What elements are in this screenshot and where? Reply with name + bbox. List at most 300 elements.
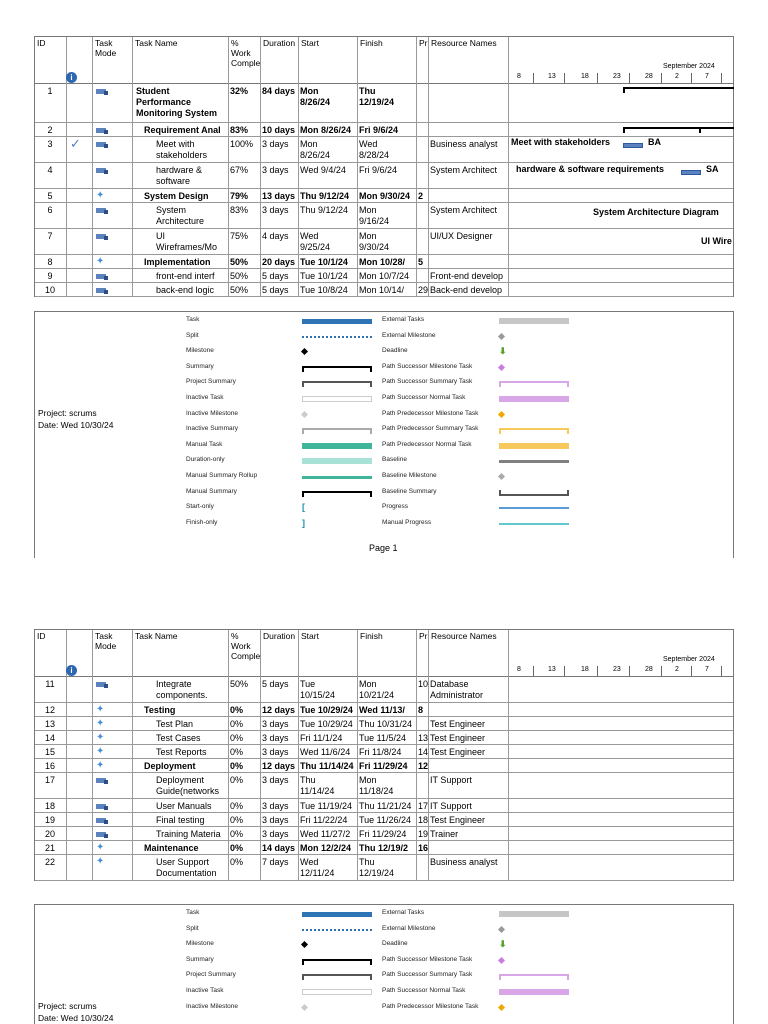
- table-row[interactable]: [34, 813, 734, 827]
- cell-res[interactable]: [428, 256, 508, 258]
- legend-swatch-baseline-summary: [499, 490, 569, 496]
- timescale-divider: [721, 73, 722, 83]
- row-border: [733, 283, 734, 297]
- cell-res[interactable]: [428, 760, 508, 762]
- cell-pred[interactable]: [416, 85, 428, 87]
- cell-res[interactable]: UI/UX Designer: [430, 231, 493, 241]
- column-divider: [66, 773, 67, 799]
- row-border: [733, 759, 734, 773]
- table-row[interactable]: [34, 745, 734, 759]
- table-row[interactable]: [34, 189, 734, 203]
- cell-dur[interactable]: 12 days: [262, 705, 296, 715]
- cell-res[interactable]: Business analyst: [430, 857, 498, 867]
- cell-name[interactable]: Student Performance Monitoring System: [136, 86, 218, 118]
- cell-start[interactable]: Mon 8/26/24: [300, 125, 352, 135]
- cell-id: 13: [44, 719, 55, 729]
- project-date: Date: Wed 10/30/24: [38, 420, 114, 430]
- col-finish[interactable]: Finish: [358, 37, 417, 85]
- cell-name[interactable]: front-end interf: [156, 271, 215, 281]
- cell-pred[interactable]: 10: [418, 679, 428, 689]
- col-predecessors[interactable]: Pr: [417, 37, 429, 85]
- cell-pct[interactable]: 50%: [230, 679, 249, 689]
- cell-start[interactable]: Tue 10/8/24: [300, 285, 348, 295]
- cell-id: 22: [44, 857, 55, 867]
- cell-finish[interactable]: Tue 11/26/24: [359, 815, 412, 825]
- manual-task-mode-icon: [96, 803, 108, 810]
- legend-label: Duration-only: [186, 456, 225, 464]
- cell-pred[interactable]: [416, 718, 428, 720]
- row-border: [733, 123, 734, 137]
- legend-swatch-milestone: [301, 348, 308, 355]
- legend-label: Inactive Task: [186, 987, 224, 994]
- cell-pct[interactable]: 50%: [230, 285, 249, 295]
- cell-pred[interactable]: 5: [418, 257, 424, 267]
- column-divider: [66, 123, 67, 137]
- legend-label: Deadline: [382, 940, 408, 948]
- summary-bar: [623, 127, 734, 129]
- table-row[interactable]: [34, 283, 734, 297]
- gantt-task-bar[interactable]: [623, 143, 643, 148]
- table-row[interactable]: [34, 703, 734, 717]
- legend-swatch-milestone: [498, 926, 505, 933]
- cell-dur[interactable]: 4 days: [262, 231, 289, 241]
- table-row[interactable]: [34, 841, 734, 855]
- cell-finish[interactable]: Fri 11/8/24: [359, 747, 402, 757]
- table-row[interactable]: [34, 123, 734, 137]
- col-start[interactable]: Start: [299, 630, 358, 678]
- cell-finish[interactable]: Fri 9/6/24: [359, 165, 398, 175]
- legend-label: Path Successor Milestone Task: [382, 955, 473, 963]
- gantt-resource-label: SA: [706, 164, 719, 174]
- cell-name[interactable]: Testing: [144, 705, 176, 715]
- cell-start[interactable]: Tue 10/29/24: [300, 719, 353, 729]
- cell-pred[interactable]: [416, 774, 428, 776]
- legend-label: Path Successor Milestone Task: [382, 362, 473, 370]
- cell-pct[interactable]: 0%: [230, 733, 244, 743]
- row-border: [733, 827, 734, 841]
- col-duration[interactable]: Duration: [261, 37, 299, 85]
- cell-dur[interactable]: 3 days: [262, 719, 289, 729]
- cell-id: 15: [44, 747, 55, 757]
- cell-pred[interactable]: 2: [418, 191, 424, 201]
- column-divider: [416, 229, 417, 255]
- cell-dur[interactable]: 13 days: [262, 191, 296, 201]
- col-predecessors[interactable]: Pr: [417, 630, 429, 678]
- page-1: [34, 36, 734, 558]
- column-divider: [92, 84, 93, 123]
- cell-res[interactable]: [428, 190, 508, 192]
- cell-start[interactable]: Thu 9/12/24: [300, 205, 349, 215]
- legend-label: Path Predecessor Normal Task: [382, 440, 472, 448]
- cell-res[interactable]: Front-end develop: [430, 271, 504, 281]
- cell-name[interactable]: User Support Documentation: [156, 857, 217, 878]
- auto-scheduled-pin-icon: ✦: [96, 732, 105, 743]
- column-divider: [508, 255, 509, 269]
- cell-pct[interactable]: 0%: [230, 801, 244, 811]
- timescale-divider: [597, 666, 598, 676]
- cell-dur[interactable]: 5 days: [262, 679, 289, 689]
- cell-start[interactable]: Thu 11/14/24: [300, 761, 354, 771]
- cell-start[interactable]: Wed 11/6/24: [300, 747, 351, 757]
- cell-dur[interactable]: 3 days: [262, 747, 289, 757]
- cell-dur[interactable]: 5 days: [262, 271, 289, 281]
- column-divider: [508, 745, 509, 759]
- cell-res[interactable]: Trainer: [430, 829, 459, 839]
- cell-dur[interactable]: 3 days: [262, 775, 289, 785]
- cell-dur[interactable]: 7 days: [262, 857, 289, 867]
- manual-task-mode-icon: [96, 681, 108, 688]
- cell-start[interactable]: Wed 9/4/24: [300, 165, 346, 175]
- cell-id: 2: [47, 125, 53, 135]
- cell-start[interactable]: Wed 9/25/24: [300, 231, 331, 252]
- cell-start[interactable]: Mon 8/26/24: [300, 139, 331, 160]
- project-name: Project: scrums: [38, 1001, 97, 1011]
- cell-pct[interactable]: 75%: [230, 231, 249, 241]
- legend-label: Inactive Task: [186, 394, 224, 401]
- column-divider: [92, 813, 93, 827]
- cell-finish[interactable]: Fri 11/29/24: [359, 761, 408, 771]
- col-pct-complete[interactable]: % Work Comple: [229, 37, 261, 85]
- cell-pred[interactable]: [416, 138, 428, 140]
- cell-dur[interactable]: 3 days: [262, 829, 289, 839]
- cell-res[interactable]: Business analyst: [430, 139, 498, 149]
- column-divider: [508, 759, 509, 773]
- timescale-tick: 7: [705, 666, 709, 673]
- cell-dur[interactable]: 20 days: [262, 257, 296, 267]
- col-task-name[interactable]: Task Name: [133, 630, 229, 678]
- cell-finish[interactable]: Thu 11/21/24: [359, 801, 412, 811]
- timescale-divider: [564, 666, 565, 676]
- cell-dur[interactable]: 14 days: [262, 843, 296, 853]
- cell-res[interactable]: Back-end develop: [430, 285, 503, 295]
- cell-pred[interactable]: 29: [418, 285, 428, 295]
- cell-pred[interactable]: 12: [418, 761, 428, 771]
- cell-name[interactable]: Meet with stakeholders: [156, 139, 208, 160]
- cell-id: 14: [44, 733, 55, 743]
- legend-swatch-milestone: [498, 1004, 505, 1011]
- cell-pct[interactable]: 0%: [230, 747, 244, 757]
- table-row[interactable]: [34, 731, 734, 745]
- cell-id: 19: [44, 815, 55, 825]
- legend-swatch-milestone: [498, 364, 505, 371]
- cell-finish[interactable]: Wed 8/28/24: [359, 139, 390, 160]
- cell-pred[interactable]: [416, 204, 428, 206]
- cell-pct[interactable]: 100%: [230, 139, 254, 149]
- cell-res[interactable]: [428, 704, 508, 706]
- cell-finish[interactable]: Mon 11/18/24: [359, 775, 394, 796]
- cell-pct[interactable]: 83%: [230, 125, 249, 135]
- col-finish[interactable]: Finish: [358, 630, 417, 678]
- legend-swatch-bar: [499, 523, 569, 525]
- timescale-tick: 28: [645, 666, 653, 673]
- cell-start[interactable]: Fri 11/22/24: [300, 815, 348, 825]
- legend-label: Baseline Summary: [382, 487, 437, 495]
- cell-name[interactable]: Deployment Guide(networks: [156, 775, 220, 796]
- table-row[interactable]: [34, 137, 734, 163]
- cell-pred[interactable]: 14: [418, 747, 428, 757]
- cell-pct[interactable]: 32%: [230, 86, 249, 96]
- column-divider: [66, 283, 67, 297]
- table-row[interactable]: [34, 677, 734, 703]
- manual-task-mode-icon: [96, 831, 108, 838]
- cell-pct[interactable]: 0%: [230, 705, 244, 715]
- column-divider: [416, 84, 417, 123]
- col-resource-names[interactable]: Resource Names: [429, 630, 509, 678]
- cell-pct[interactable]: 79%: [230, 191, 249, 201]
- cell-pct[interactable]: 67%: [230, 165, 249, 175]
- timescale-tick: 13: [548, 666, 556, 673]
- completed-check-icon: ✓: [70, 136, 81, 151]
- cell-finish[interactable]: Mon 10/14/: [359, 285, 405, 295]
- cell-start[interactable]: Wed 11/27/2: [300, 829, 351, 839]
- cell-start[interactable]: Mon 8/26/24: [300, 86, 331, 107]
- col-id[interactable]: ID: [35, 630, 67, 678]
- cell-start[interactable]: Tue 10/1/24: [300, 271, 348, 281]
- cell-name[interactable]: Implementation: [144, 257, 211, 267]
- legend-label: Deadline: [382, 347, 408, 355]
- cell-start[interactable]: Wed 12/11/24: [300, 857, 335, 878]
- cell-name[interactable]: UI Wireframes/Mo: [156, 231, 218, 252]
- column-divider: [66, 703, 67, 717]
- cell-pred[interactable]: 13: [418, 733, 428, 743]
- cell-finish[interactable]: Thu 12/19/24: [359, 86, 395, 107]
- cell-res[interactable]: Test Engineer: [430, 733, 486, 743]
- cell-dur[interactable]: 3 days: [262, 205, 289, 215]
- cell-start[interactable]: Thu 11/14/24: [300, 775, 335, 796]
- cell-name[interactable]: hardware & software: [156, 165, 203, 186]
- column-divider: [92, 717, 93, 731]
- table-row[interactable]: [34, 229, 734, 255]
- col-task-mode[interactable]: Task Mode: [93, 37, 133, 85]
- legend-label: Baseline Milestone: [382, 472, 437, 479]
- timescale-tick: 2: [675, 666, 679, 673]
- cell-res[interactable]: IT Support: [430, 801, 472, 811]
- cell-name[interactable]: System Design: [144, 191, 209, 201]
- cell-pct[interactable]: 50%: [230, 271, 249, 281]
- cell-start[interactable]: Mon 12/2/24: [300, 843, 352, 853]
- table-header: [34, 36, 734, 84]
- cell-start[interactable]: Fri 11/1/24: [300, 733, 343, 743]
- cell-start[interactable]: Tue 11/19/24: [300, 801, 353, 811]
- legend-swatch-bar: [302, 443, 372, 449]
- cell-res[interactable]: Test Engineer: [430, 815, 486, 825]
- cell-name[interactable]: System Architecture: [156, 205, 205, 226]
- legend-label: Path Successor Normal Task: [382, 987, 466, 994]
- cell-dur[interactable]: 3 days: [262, 165, 289, 175]
- cell-finish[interactable]: Mon 10/28/: [359, 257, 406, 267]
- col-pct-complete[interactable]: % Work Comple: [229, 630, 261, 678]
- table-row[interactable]: [34, 827, 734, 841]
- cell-start[interactable]: Tue 10/29/24: [300, 705, 353, 715]
- column-divider: [66, 731, 67, 745]
- table-row[interactable]: [34, 269, 734, 283]
- cell-dur[interactable]: 10 days: [262, 125, 296, 135]
- legend-label: Manual Summary Rollup: [186, 472, 258, 479]
- cell-res[interactable]: [428, 124, 508, 126]
- timescale-month: September 2024: [663, 63, 715, 70]
- cell-id: 10: [44, 285, 55, 295]
- cell-res[interactable]: Test Engineer: [430, 747, 486, 757]
- cell-finish[interactable]: Mon 9/30/24: [359, 191, 411, 201]
- legend-swatch-bar: [499, 443, 569, 449]
- cell-pct[interactable]: 0%: [230, 829, 244, 839]
- cell-pct[interactable]: 0%: [230, 761, 244, 771]
- summary-cap: [623, 87, 625, 93]
- table-row[interactable]: [34, 855, 734, 881]
- cell-res[interactable]: Test Engineer: [430, 719, 486, 729]
- table-row[interactable]: [34, 759, 734, 773]
- legend-swatch-bar: [499, 460, 569, 463]
- cell-finish[interactable]: Mon 9/30/24: [359, 231, 390, 252]
- col-id[interactable]: ID: [35, 37, 67, 85]
- cell-pct[interactable]: 0%: [230, 719, 244, 729]
- cell-start[interactable]: Tue 10/1/24: [300, 257, 348, 267]
- row-border: [733, 731, 734, 745]
- table-row[interactable]: [34, 84, 734, 123]
- cell-name[interactable]: Test Plan: [156, 719, 194, 729]
- row-border: [733, 745, 734, 759]
- cell-pred[interactable]: 16: [418, 843, 428, 853]
- cell-pred[interactable]: 19: [418, 829, 428, 839]
- cell-name[interactable]: back-end logic: [156, 285, 215, 295]
- col-task-mode[interactable]: Task Mode: [93, 630, 133, 678]
- column-divider: [92, 745, 93, 759]
- cell-pred[interactable]: 8: [418, 705, 424, 715]
- table-row[interactable]: [34, 799, 734, 813]
- cell-pred[interactable]: [416, 270, 428, 272]
- cell-id: 6: [47, 205, 53, 215]
- cell-finish[interactable]: Mon 9/16/24: [359, 205, 390, 226]
- legend-swatch-bar: [499, 507, 569, 509]
- table-row[interactable]: [34, 717, 734, 731]
- cell-pred[interactable]: [416, 230, 428, 232]
- column-divider: [92, 283, 93, 297]
- col-duration[interactable]: Duration: [261, 630, 299, 678]
- timescale-divider: [691, 666, 692, 676]
- manual-task-mode-icon: [96, 817, 108, 824]
- column-divider: [92, 203, 93, 229]
- cell-finish[interactable]: Thu 12/19/2: [359, 843, 409, 853]
- cell-start[interactable]: Tue 10/15/24: [300, 679, 336, 700]
- timescale-divider: [721, 666, 722, 676]
- cell-finish[interactable]: Mon 10/7/24: [359, 271, 410, 281]
- cell-name[interactable]: Requirement Anal: [144, 125, 221, 135]
- cell-pred[interactable]: [416, 124, 428, 126]
- column-divider: [66, 717, 67, 731]
- cell-dur[interactable]: 3 days: [262, 733, 289, 743]
- cell-finish[interactable]: Thu 12/19/24: [359, 857, 395, 878]
- cell-name[interactable]: Deployment: [144, 761, 196, 771]
- cell-res[interactable]: System Architect: [430, 165, 498, 175]
- cell-res[interactable]: [428, 85, 508, 87]
- cell-pred[interactable]: 17: [418, 801, 428, 811]
- legend-swatch-milestone: [498, 957, 505, 964]
- column-divider: [508, 773, 509, 799]
- cell-finish[interactable]: Thu 10/31/24: [359, 719, 413, 729]
- cell-name[interactable]: Final testing: [156, 815, 205, 825]
- cell-pct[interactable]: 83%: [230, 205, 249, 215]
- gantt-label: UI Wire: [701, 236, 732, 246]
- cell-name[interactable]: Maintenance: [144, 843, 199, 853]
- timescale-divider: [629, 666, 630, 676]
- table-row[interactable]: [34, 773, 734, 799]
- row-border: [733, 841, 734, 855]
- cell-res[interactable]: [428, 842, 508, 844]
- column-divider: [66, 163, 67, 189]
- gantt-task-bar[interactable]: [681, 170, 701, 175]
- cell-dur[interactable]: 3 days: [262, 815, 289, 825]
- manual-task-mode-icon: [96, 273, 108, 280]
- cell-finish[interactable]: Fri 9/6/24: [359, 125, 399, 135]
- col-task-name[interactable]: Task Name: [133, 37, 229, 85]
- column-divider: [92, 827, 93, 841]
- cell-name[interactable]: Test Cases: [156, 733, 201, 743]
- legend-label: External Milestone: [382, 924, 436, 932]
- cell-dur[interactable]: 12 days: [262, 761, 296, 771]
- manual-task-mode-icon: [96, 233, 108, 240]
- col-resource-names[interactable]: Resource Names: [429, 37, 509, 85]
- cell-res[interactable]: IT Support: [430, 775, 472, 785]
- legend-swatch-bar: [302, 458, 372, 464]
- legend-swatch-summary: [302, 974, 372, 980]
- page-number: Page 1: [369, 543, 398, 553]
- cell-pct[interactable]: 0%: [230, 775, 244, 785]
- cell-name[interactable]: Test Reports: [156, 747, 207, 757]
- cell-name[interactable]: Training Materia: [156, 829, 221, 839]
- legend-label: Split: [186, 924, 199, 932]
- cell-pred[interactable]: [416, 164, 428, 166]
- cell-name[interactable]: User Manuals: [156, 801, 212, 811]
- column-divider: [416, 773, 417, 799]
- cell-finish[interactable]: Fri 11/29/24: [359, 829, 407, 839]
- cell-dur[interactable]: 84 days: [262, 86, 296, 96]
- column-divider: [66, 203, 67, 229]
- cell-pct[interactable]: 0%: [230, 857, 244, 867]
- cell-pred[interactable]: [416, 856, 428, 858]
- cell-finish[interactable]: Mon 10/21/24: [359, 679, 395, 700]
- column-divider: [508, 855, 509, 881]
- table-row[interactable]: [34, 255, 734, 269]
- cell-res[interactable]: Database Administrator: [430, 679, 484, 700]
- timescale-divider: [661, 73, 662, 83]
- legend-swatch-summary: [302, 959, 372, 965]
- cell-finish[interactable]: Tue 11/5/24: [359, 733, 407, 743]
- cell-dur[interactable]: 3 days: [262, 139, 289, 149]
- legend-label: Baseline: [382, 456, 407, 464]
- cell-start[interactable]: Thu 9/12/24: [300, 191, 350, 201]
- cell-pct[interactable]: 0%: [230, 843, 244, 853]
- legend-swatch-path-summary: [499, 381, 569, 387]
- row-border: [733, 137, 734, 163]
- cell-pred[interactable]: 18: [418, 815, 428, 825]
- legend-label: Path Successor Summary Task: [382, 971, 473, 979]
- col-start[interactable]: Start: [299, 37, 358, 85]
- column-divider: [66, 813, 67, 827]
- legend-label: Task: [186, 909, 200, 916]
- cell-dur[interactable]: 5 days: [262, 285, 289, 295]
- legend-label: Milestone: [186, 347, 214, 355]
- legend-label: Project Summary: [186, 971, 236, 979]
- project-summary-bar: [623, 87, 734, 89]
- cell-finish[interactable]: Wed 11/13/: [359, 705, 405, 715]
- cell-res[interactable]: System Architect: [430, 205, 498, 215]
- cell-pct[interactable]: 50%: [230, 257, 249, 267]
- cell-dur[interactable]: 3 days: [262, 801, 289, 811]
- cell-name[interactable]: Integrate components.: [156, 679, 208, 700]
- row-border: [733, 813, 734, 827]
- cell-pct[interactable]: 0%: [230, 815, 244, 825]
- legend-label: Inactive Milestone: [186, 409, 239, 417]
